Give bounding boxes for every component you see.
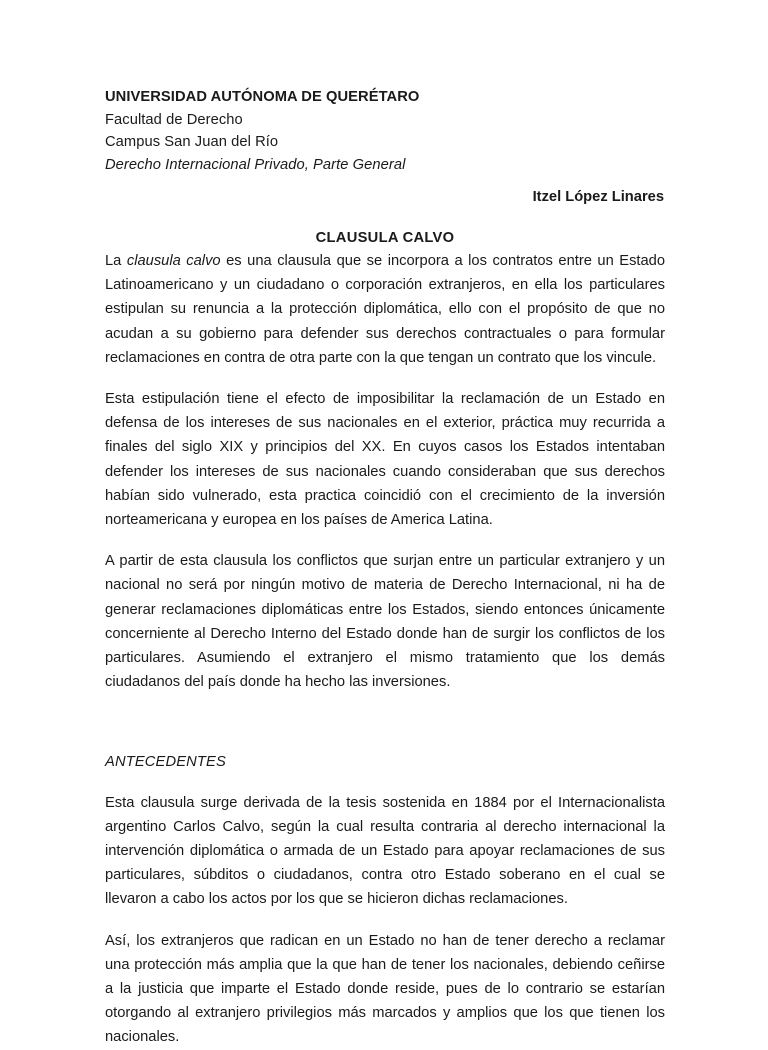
paragraph-3: A partir de esta clausula los conflictos que surjan entre un particular extranjero y un nacional no será por ningún motivo de materia de Derecho Internacional, ni ha de generar reclamaciones diplomáticas entre los Estados, siendo entonces únicamente concerniente al Derecho Interno del Estado donde han de surgir los conflictos de los particulares. Asumiendo el extranjero el mismo tratamiento que los demás ciudadanos del país donde ha hecho las inversiones. xyxy=(105,553,665,691)
section-heading-antecedentes: ANTECEDENTES xyxy=(105,754,226,771)
header-author: Itzel López Linares xyxy=(532,189,664,205)
header-institution: UNIVERSIDAD AUTÓNOMA DE QUERÉTARO xyxy=(105,89,420,105)
page-title: CLAUSULA CALVO xyxy=(315,229,455,246)
header-course: Derecho Internacional Privado, Parte General xyxy=(105,156,406,173)
paragraph-4: Esta clausula surge derivada de la tesis sostenida en 1884 por el Internacionalista argentino Carlos Calvo, según la cual resulta contraria al derecho internacional la intervención diplomática o armada de un Estado para apoyar reclamaciones de sus particulares, súbditos o ciudadanos, contra otro Estado soberano en el cual se llevaron a cabo los actos por los que se hicieron dichas reclamaciones. xyxy=(105,794,665,908)
paragraph-1-emphasis: clausula calvo xyxy=(126,253,221,269)
header-faculty: Facultad de Derecho xyxy=(105,111,243,128)
paragraph-1 xyxy=(105,249,665,370)
paragraph-2: Esta estipulación tiene el efecto de imposibilitar la reclamación de un Estado en defensa de los intereses de sus nacionales en el exterior, práctica muy recurrida a finales del siglo XIX y principios del XX. En cuyos casos los Estados intentaban defender los intereses de sus nacionales cuando consideraban que sus derechos habían sido vulnerado, esta practica coincidió con el crecimiento de la inversión norteamericana y europea en los países de America Latina. xyxy=(105,391,665,529)
header-campus: Campus San Juan del Río xyxy=(105,134,279,150)
paragraph-5: Así, los extranjeros que radican en un Estado no han de tener derecho a reclamar una protección más amplia que la que han de tener los nacionales, debiendo ceñirse a la justicia que imparte el Estado donde reside, pues de lo contrario se estarían otorgando al extranjero privilegios más marcados y amplios que los que tienen los nacionales. xyxy=(105,932,665,1046)
paragraph-1-lead: La xyxy=(105,253,127,269)
document-body xyxy=(105,249,665,1050)
paragraph-1-rest: es una clausula que se incorpora a los contratos entre un Estado Latinoamericano y un ciudadano o corporación extranjeros, en ella los particulares estipulan su renuncia a la protección diplomática, ello con el propósito de que no acudan a su gobierno para defender sus derechos contractuales o para formular reclamaciones en contra de otra parte con la que tengan un contrato que los vincule. xyxy=(105,253,665,366)
document-header xyxy=(105,86,665,209)
